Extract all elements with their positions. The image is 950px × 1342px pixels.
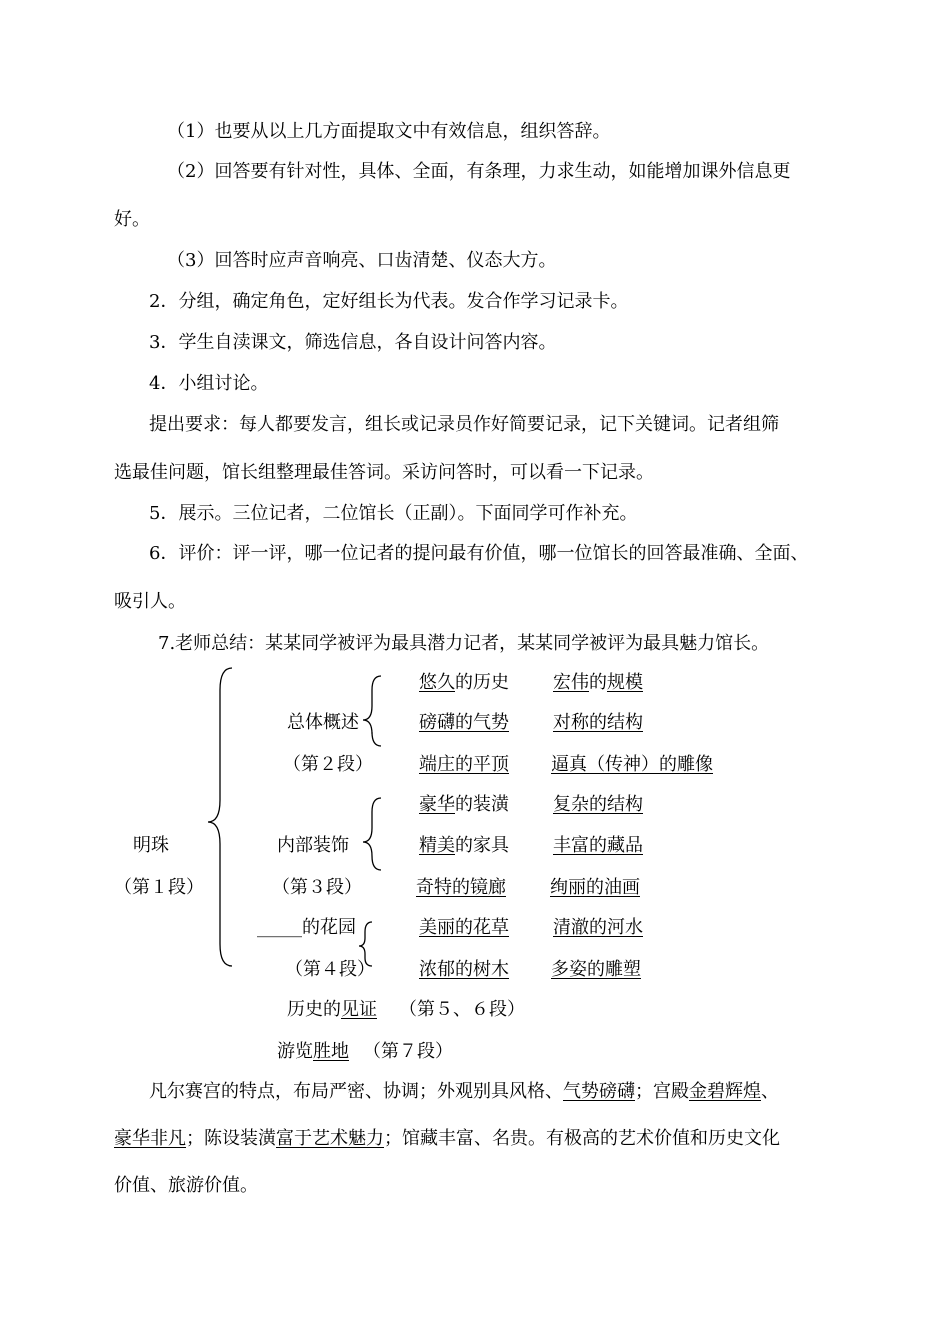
group-1-item-3: 磅礴的气势 <box>419 712 509 733</box>
paragraph-2-line-1: （2）回答要有针对性，具体、全面，有条理，力求生动，如能增加课外信息更 <box>167 161 791 182</box>
tourist-spot-line: 游览胜地 （第７段） <box>277 1041 453 1062</box>
summary-line-3: 价值、旅游价值。 <box>114 1175 258 1196</box>
step-7: 7.老师总结：某某同学被评为最具潜力记者，某某同学被评为最具魅力馆长。 <box>158 633 770 654</box>
group-3-item-3: 浓郁的树木 <box>419 959 509 980</box>
step-3: 3．学生自渎课文，筛选信息，各自设计问答内容。 <box>149 332 557 353</box>
group-1-item-2: 宏伟的规模 <box>553 672 643 693</box>
step-5: 5．展示。三位记者，二位馆长（正副）。下面同学可作补充。 <box>149 503 638 524</box>
group-1-paragraph: （第２段） <box>283 754 373 775</box>
fill-in-blank: _____ <box>257 917 302 938</box>
group-2-item-4: 丰富的藏品 <box>553 835 643 856</box>
root-paragraph: （第１段） <box>114 877 204 898</box>
group-3-paragraph: （第４段） <box>285 959 375 980</box>
paragraph-2-line-2: 好。 <box>114 209 150 230</box>
group-3-item-4: 多姿的雕塑 <box>551 959 641 980</box>
group-3-item-1: 美丽的花草 <box>419 917 509 938</box>
paragraph-3: （3）回答时应声音响亮、口齿清楚、仪态大方。 <box>167 250 557 271</box>
step-4: 4．小组讨论。 <box>149 373 269 394</box>
requirements-line-1: 提出要求：每人都要发言，组长或记录员作好简要记录，记下关键词。记者组筛 <box>149 414 779 435</box>
summary-line-2: 豪华非凡；陈设装潢富于艺术魅力；馆藏丰富、名贵。有极高的艺术价值和历史文化 <box>114 1128 780 1149</box>
group-1-item-1: 悠久的历史 <box>419 672 509 693</box>
group-2-item-5: 奇特的镜廊 <box>416 877 506 898</box>
group-1-item-5: 端庄的平顶 <box>419 754 509 775</box>
root-title: 明珠 <box>133 835 169 856</box>
requirements-line-2: 选最佳问题，馆长组整理最佳答词。采访问答时，可以看一下记录。 <box>114 462 654 483</box>
group-1-item-4: 对称的结构 <box>553 712 643 733</box>
group-1-title: 总体概述 <box>287 712 359 733</box>
group-1-item-6: 逼真（传神）的雕像 <box>551 754 713 775</box>
group-3-title: _____的花园 <box>257 917 356 938</box>
summary-line-1: 凡尔赛宫的特点，布局严密、协调；外观别具风格、气势磅礴；宫殿金碧辉煌、 <box>149 1081 779 1102</box>
brace-group-2 <box>363 798 381 870</box>
group-2-item-2: 复杂的结构 <box>553 794 643 815</box>
paragraph-1: （1）也要从以上几方面提取文中有效信息，组织答辞。 <box>167 121 611 142</box>
brace-group-1 <box>363 676 381 746</box>
step-6-line-1: 6．评价：评一评，哪一位记者的提问最有价值，哪一位馆长的回答最准确、全面、 <box>149 543 809 564</box>
group-2-item-6: 绚丽的油画 <box>550 877 640 898</box>
group-2-paragraph: （第３段） <box>272 877 362 898</box>
main-brace <box>208 668 232 966</box>
group-2-item-3: 精美的家具 <box>419 835 509 856</box>
group-3-item-2: 清澈的河水 <box>553 917 643 938</box>
step-6-line-2: 吸引人。 <box>114 591 186 612</box>
history-witness-line: 历史的见证 （第５、６段） <box>287 999 525 1020</box>
group-2-item-1: 豪华的装潢 <box>419 794 509 815</box>
group-2-title: 内部装饰 <box>277 835 349 856</box>
step-2: 2．分组，确定角色，定好组长为代表。发合作学习记录卡。 <box>149 291 629 312</box>
